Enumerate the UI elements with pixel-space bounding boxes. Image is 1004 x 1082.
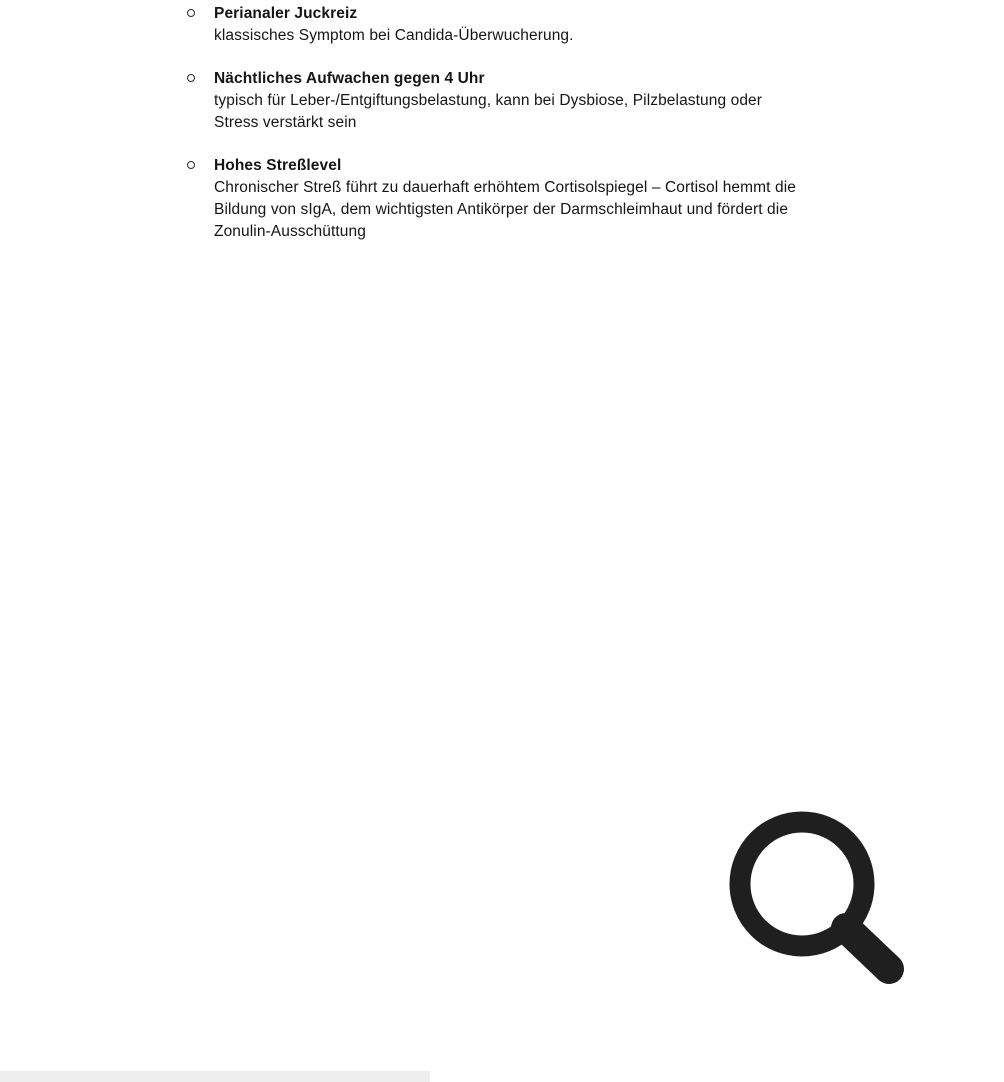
list-item-line: Zonulin-Ausschüttung [214, 223, 366, 240]
list-item-text [214, 68, 762, 134]
bullet-list [187, 3, 917, 264]
bullet-circle-icon [187, 74, 195, 82]
list-item-text [214, 155, 796, 243]
list-item [187, 68, 917, 134]
magnifier-icon[interactable] [715, 785, 915, 995]
list-item-title: Perianaler Juckreiz [214, 5, 358, 22]
bottom-partial-bar [0, 1071, 430, 1082]
list-item-line: Stress verstärkt sein [214, 114, 357, 131]
list-item-line: Chronischer Streß führt zu dauerhaft erhöhtem Cortisolspiegel – Cortisol hemmt die [214, 179, 796, 196]
bullet-circle-icon [187, 9, 195, 17]
list-item-title: Hohes Streßlevel [214, 157, 342, 174]
list-item-line: typisch für Leber-/Entgiftungsbelastung, kann bei Dysbiose, Pilzbelastung oder [214, 92, 763, 109]
list-item [187, 155, 917, 243]
list-item-text [214, 3, 574, 47]
list-item-line: Bildung von sIgA, dem wichtigsten Antikörper der Darmschleimhaut und fördert die [214, 201, 789, 218]
list-item-title: Nächtliches Aufwachen gegen 4 Uhr [214, 70, 485, 87]
list-item-line: klassisches Symptom bei Candida-Überwucherung. [214, 27, 574, 44]
bullet-circle-icon [187, 161, 195, 169]
list-item [187, 3, 917, 47]
